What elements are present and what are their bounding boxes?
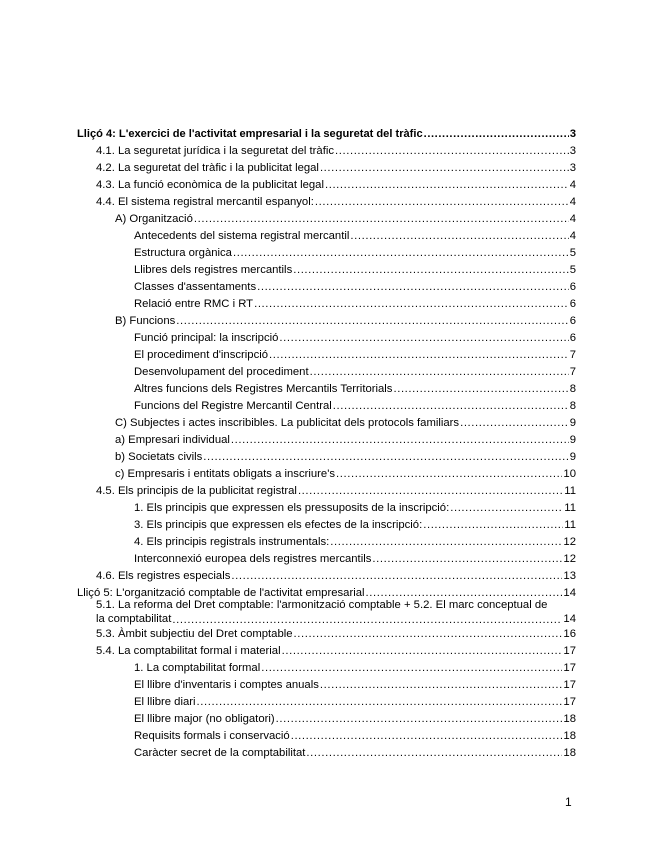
toc-page: 12 xyxy=(563,553,576,565)
toc-entry-text: c) Empresaris i entitats obligats a inscriure's xyxy=(115,468,336,480)
toc-leader xyxy=(203,451,568,464)
toc-page: 16 xyxy=(563,628,576,640)
toc-entry-text: C) Subjectes i actes inscribibles. La publicitat dels protocols familiars xyxy=(115,417,460,429)
toc-entry-text: El procediment d'inscripció xyxy=(134,349,269,361)
toc-entry-text: b) Societats civils xyxy=(115,451,203,463)
toc-entry-subjectes[interactable] xyxy=(115,414,576,430)
toc-entry-4-5[interactable] xyxy=(96,482,576,498)
toc-entry-text: 4.2. La seguretat del tràfic i la publicitat legal xyxy=(96,162,319,174)
toc-page: 17 xyxy=(563,696,576,708)
toc-entry-principis-3[interactable] xyxy=(134,516,576,532)
toc-leader xyxy=(197,696,563,709)
toc-entry-text: Desenvolupament del procediment xyxy=(134,366,309,378)
toc-entry-text: 5.3. Àmbit subjectiu del Dret comptable xyxy=(96,628,293,640)
toc-leader xyxy=(320,679,563,692)
toc-entry-llibre-major[interactable] xyxy=(134,710,576,726)
toc-page: 12 xyxy=(563,536,576,548)
toc-entry-text: Caràcter secret de la comptabilitat xyxy=(134,747,306,759)
toc-page: 6 xyxy=(569,298,576,310)
toc-page: 8 xyxy=(569,383,576,395)
toc-page: 6 xyxy=(569,315,576,327)
toc-entry-comptabilitat-formal[interactable] xyxy=(134,659,576,675)
toc-leader xyxy=(231,434,569,447)
toc-leader xyxy=(176,315,568,328)
toc-page: 11 xyxy=(564,519,576,531)
toc-leader xyxy=(424,128,569,141)
toc-leader xyxy=(276,713,563,726)
toc-entry-desenvolupament[interactable] xyxy=(134,363,576,379)
toc-entry-text: A) Organització xyxy=(115,213,193,225)
toc-page: 18 xyxy=(563,713,576,725)
toc-page: 10 xyxy=(563,468,576,480)
toc-leader xyxy=(254,298,569,311)
toc-entry-text: El llibre d'inventaris i comptes anuals xyxy=(134,679,319,691)
toc-page: 6 xyxy=(569,332,576,344)
toc-entry-text: Lliçó 5: L'organització comptable de l'activitat empresarial xyxy=(77,587,365,599)
toc-leader xyxy=(310,366,569,379)
toc-page: 14 xyxy=(563,613,576,625)
toc-entry-text: Altres funcions dels Registres Mercantils Territorials xyxy=(134,383,393,395)
toc-entry-classes[interactable] xyxy=(134,278,576,294)
toc-entry-llibres[interactable] xyxy=(134,261,576,277)
toc-entry-empresaris-entitats[interactable] xyxy=(115,465,576,481)
toc-leader xyxy=(282,645,563,658)
toc-leader xyxy=(261,662,562,675)
toc-entry-5-3[interactable] xyxy=(96,625,576,641)
toc-entry-interconnexio[interactable] xyxy=(134,550,576,566)
toc-leader xyxy=(298,485,563,498)
toc-entry-text: 1. Els principis que expressen els pressuposits de la inscripció: xyxy=(134,502,450,514)
toc-entry-principis-4[interactable] xyxy=(134,533,576,549)
toc-leader xyxy=(294,628,563,641)
toc-page: 5 xyxy=(569,247,576,259)
toc-leader xyxy=(350,230,568,243)
toc-page: 17 xyxy=(563,662,576,674)
toc-entry-text: 5.1. La reforma del Dret comptable: l'armonització comptable + 5.2. El marc conceptual de xyxy=(96,599,548,611)
toc-page: 17 xyxy=(563,645,576,657)
toc-entry-text: Estructura orgànica xyxy=(134,247,232,259)
toc-entry-funcions-rmc[interactable] xyxy=(134,397,576,413)
toc-page: 18 xyxy=(563,747,576,759)
toc-page: 14 xyxy=(563,587,576,599)
toc-entry-empresari[interactable] xyxy=(115,431,576,447)
toc-page: 5 xyxy=(569,264,576,276)
toc-entry-text: 5.4. La comptabilitat formal i material xyxy=(96,645,281,657)
toc-entry-text: Lliçó 4: L'exercici de l'activitat empresarial i la seguretat del tràfic xyxy=(77,128,423,140)
toc-entry-text: 3. Els principis que expressen els efectes de la inscripció: xyxy=(134,519,423,531)
toc-page: 6 xyxy=(569,281,576,293)
toc-entry-text: 4. Els principis registrals instrumentals: xyxy=(134,536,330,548)
toc-entry-text-continued: la comptabilitat xyxy=(96,613,172,625)
page-number: 1 xyxy=(565,795,572,809)
toc-entry-funcions[interactable] xyxy=(115,312,576,328)
toc-page: 7 xyxy=(569,349,576,361)
toc-leader xyxy=(320,162,569,175)
toc-leader xyxy=(306,747,562,760)
toc-entry-text: B) Funcions xyxy=(115,315,176,327)
toc-entry-estructura[interactable] xyxy=(134,244,576,260)
toc-entry-organitzacio[interactable] xyxy=(115,210,576,226)
toc-entry-relacio[interactable] xyxy=(134,295,576,311)
toc-page: 7 xyxy=(569,366,576,378)
toc-entry-secret[interactable] xyxy=(134,744,576,760)
toc-entry-text: 1. La comptabilitat formal xyxy=(134,662,261,674)
toc-entry-llibre-diari[interactable] xyxy=(134,693,576,709)
toc-leader xyxy=(450,502,563,515)
toc-entry-llibre-inventaris[interactable] xyxy=(134,676,576,692)
toc-leader xyxy=(279,332,568,345)
toc-entry-societats[interactable] xyxy=(115,448,576,464)
toc-page: 4 xyxy=(569,213,576,225)
toc-leader xyxy=(291,730,563,743)
toc-entry-altres-funcions[interactable] xyxy=(134,380,576,396)
toc-entry-text: Funció principal: la inscripció xyxy=(134,332,279,344)
toc-page: 4 xyxy=(569,230,576,242)
toc-leader xyxy=(330,536,562,549)
toc-page: 9 xyxy=(569,417,576,429)
toc-page: 11 xyxy=(564,502,576,514)
toc-entry-4-3[interactable] xyxy=(96,176,576,192)
toc-page: 11 xyxy=(564,485,576,497)
toc-entry-principis-1[interactable] xyxy=(134,499,576,515)
toc-page: 4 xyxy=(569,196,576,208)
toc-entry-text: Interconnexió europea dels registres mercantils xyxy=(134,553,372,565)
toc-page: 9 xyxy=(569,451,576,463)
toc-leader xyxy=(231,570,562,583)
toc-entry-4-4[interactable] xyxy=(96,193,576,209)
toc-page: 17 xyxy=(563,679,576,691)
toc-leader xyxy=(460,417,569,430)
toc-leader xyxy=(233,247,569,260)
toc-page: 8 xyxy=(569,400,576,412)
toc-page: 9 xyxy=(569,434,576,446)
toc-entry-text: 4.4. El sistema registral mercantil espanyol: xyxy=(96,196,314,208)
toc-entry-text: Llibres dels registres mercantils xyxy=(134,264,293,276)
toc-entry-5-1[interactable] xyxy=(96,598,576,626)
toc-page: 18 xyxy=(563,730,576,742)
toc-entry-4-1[interactable] xyxy=(96,142,576,158)
toc-entry-text: Requisits formals i conservació xyxy=(134,730,290,742)
toc-page: 4 xyxy=(569,179,576,191)
toc-entry-text: El llibre major (no obligatori) xyxy=(134,713,275,725)
toc-entry-text: 4.6. Els registres especials xyxy=(96,570,231,582)
toc-leader xyxy=(194,213,569,226)
toc-entry-procediment[interactable] xyxy=(134,346,576,362)
toc-leader xyxy=(333,400,569,413)
toc-leader xyxy=(335,145,569,158)
toc-leader xyxy=(269,349,569,362)
toc-leader xyxy=(315,196,569,209)
toc-entry-text: 4.3. La funció econòmica de la publicitat legal xyxy=(96,179,324,191)
toc-entry-4-6[interactable] xyxy=(96,567,576,583)
toc-entry-funcio-principal[interactable] xyxy=(134,329,576,345)
toc-entry-text: Funcions del Registre Mercantil Central xyxy=(134,400,332,412)
toc-page: 3 xyxy=(569,128,576,140)
toc-leader xyxy=(423,519,563,532)
toc-entry-text: a) Empresari individual xyxy=(115,434,230,446)
toc-leader xyxy=(372,553,562,566)
toc-entry-requisits[interactable] xyxy=(134,727,576,743)
toc-entry-5-4[interactable] xyxy=(96,642,576,658)
toc-entry-text: El llibre diari xyxy=(134,696,196,708)
toc-entry-lesson-4[interactable] xyxy=(77,125,576,141)
toc-entry-text: Classes d'assentaments xyxy=(134,281,257,293)
toc-leader xyxy=(293,264,568,277)
toc-entry-text: Relació entre RMC i RT xyxy=(134,298,254,310)
toc-page: 3 xyxy=(569,162,576,174)
toc-entry-text: 4.5. Els principis de la publicitat registral xyxy=(96,485,297,497)
toc-entry-text: 4.1. La seguretat jurídica i la seguretat del tràfic xyxy=(96,145,334,157)
toc-leader xyxy=(336,468,562,481)
toc-entry-antecedents[interactable] xyxy=(134,227,576,243)
toc-page: 13 xyxy=(563,570,576,582)
toc-entry-text: Antecedents del sistema registral mercantil xyxy=(134,230,350,242)
toc-leader xyxy=(257,281,569,294)
toc-page: 3 xyxy=(569,145,576,157)
toc-leader xyxy=(393,383,568,396)
toc-leader xyxy=(325,179,569,192)
toc-entry-4-2[interactable] xyxy=(96,159,576,175)
